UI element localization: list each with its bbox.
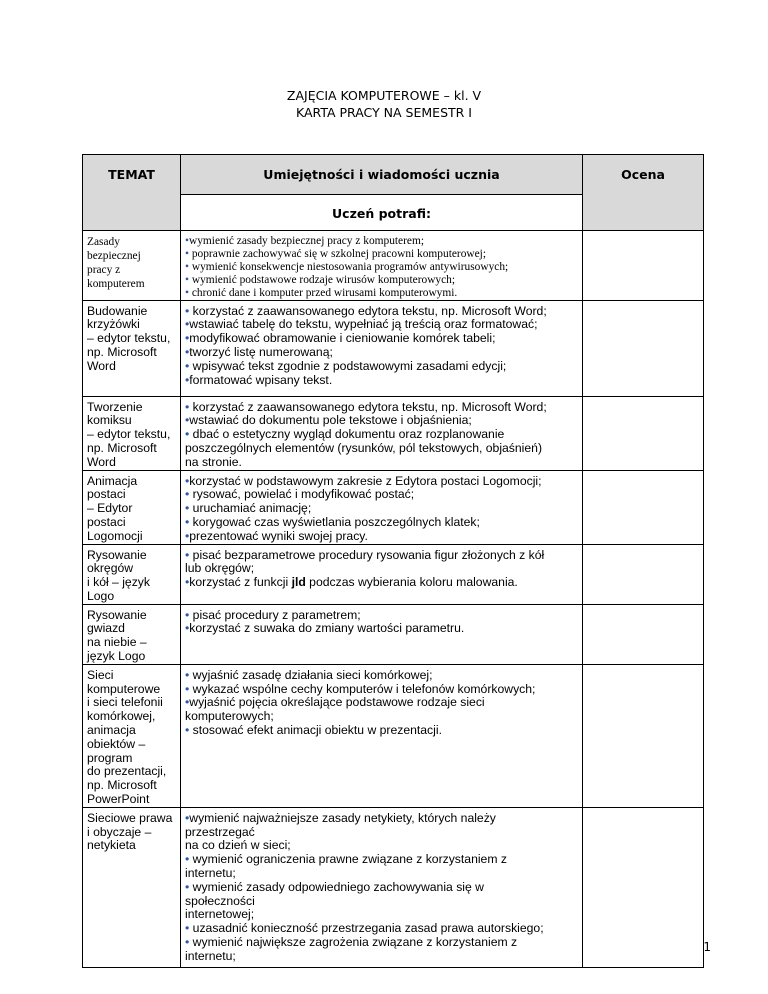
skill-text: wymienić konsekwencje niestosowania programów antywirusowych; (189, 260, 509, 273)
grade-cell[interactable] (583, 807, 704, 967)
bullet: • (185, 247, 189, 260)
skills-cell (181, 396, 583, 470)
skill-item (185, 360, 579, 374)
bullet: • (185, 667, 190, 682)
grade-cell[interactable] (583, 231, 704, 301)
topic-line: PowerPoint (87, 792, 150, 807)
skill-text: pisać procedury z parametrem; (189, 607, 361, 622)
topic-line: animacja (87, 723, 136, 738)
skill-text: wstawiać do dokumentu pole tekstowe i objaśnienia; (189, 413, 472, 428)
topic-line: np. Microsoft (87, 440, 157, 455)
grade-cell[interactable] (583, 300, 704, 396)
skill-text: wymienić najważniejsze zasady netykiety, których należy (189, 810, 496, 825)
topic-line: i kół – język (87, 575, 150, 590)
skill-text: wymienić największe zagrożenia związane z korzystaniem z (189, 935, 518, 950)
bullet: • (185, 607, 190, 622)
skill-item (185, 881, 579, 895)
skill-continuation (185, 950, 579, 964)
topic-line: obiektów – (87, 736, 146, 751)
skill-item (185, 696, 579, 710)
skill-item (185, 922, 579, 936)
bullet: • (185, 621, 190, 636)
topic-line: Logomocji (87, 528, 143, 543)
skill-text: dbać o estetyczny wygląd dokumentu oraz rozplanowanie (189, 427, 505, 442)
skill-continuation (185, 867, 579, 881)
skill-text: poprawnie zachowywać się w szkolnej pracowni komputerowej; (189, 247, 487, 260)
topic-cell (83, 604, 181, 664)
function-name: jld (291, 575, 306, 590)
bullet: • (185, 358, 190, 373)
topic-line: komiksu (87, 413, 132, 428)
skill-text: prezentować wyniki swojej pracy. (189, 528, 368, 543)
skill-text: korzystać w podstawowym zakresie z Edytora postaci Logomocji; (189, 473, 542, 488)
table-row (83, 664, 704, 807)
skill-text: internetu; (185, 948, 236, 963)
bullet: • (185, 921, 190, 936)
skill-text: korzystać z funkcji (189, 575, 292, 590)
grade-cell[interactable] (583, 664, 704, 807)
skill-item (185, 724, 579, 738)
topic-line: Word (87, 358, 116, 373)
skill-item (185, 274, 579, 287)
skill-text: wymienić zasady odpowiedniego zachowywania się w (189, 879, 484, 894)
bullet: • (185, 852, 190, 867)
skill-text: uruchamiać animację; (189, 501, 312, 516)
skill-text: formatować wpisany tekst. (189, 372, 333, 387)
skill-text: społeczności (185, 893, 255, 908)
page-number: 1 (703, 940, 711, 954)
bullet: • (185, 810, 190, 825)
bullet: • (185, 317, 190, 332)
skills-cell (181, 544, 583, 604)
topic-line: komórkowej, (87, 709, 156, 724)
skill-item (185, 414, 579, 428)
topic-line: Zasady (87, 236, 120, 248)
header-student-can: Uczeń potrafi: (181, 195, 583, 231)
skill-text: chronić dane i komputer przed wirusami komputerowymi. (189, 286, 458, 299)
skill-text: wyjaśnić pojęcia określające podstawowe rodzaje sieci (189, 695, 485, 710)
skill-text: wymienić ograniczenia prawne związane z korzystaniem z (189, 852, 507, 867)
topic-cell (83, 231, 181, 301)
skill-text: wymienić podstawowe rodzaje wirusów komputerowych; (189, 273, 456, 286)
skill-item (185, 475, 579, 489)
skill-continuation: na stronie. (185, 454, 242, 469)
bullet: • (185, 695, 190, 710)
skill-text: korzystać z zaawansowanego edytora tekstu, np. Microsoft Word; (189, 303, 547, 318)
skill-text: wykazać wspólne cechy komputerów i telefonów komórkowych; (189, 681, 536, 696)
skill-item (185, 812, 579, 826)
document-subtitle: KARTA PRACY NA SEMESTR I (296, 105, 472, 120)
bullet: • (185, 575, 190, 590)
bullet: • (185, 681, 190, 696)
skill-text: pisać bezparametrowe procedury rysowania figur złożonych z kół (189, 547, 545, 562)
skill-item (185, 683, 579, 697)
skill-item (185, 853, 579, 867)
topic-line: postaci (87, 514, 126, 529)
skill-continuation (185, 839, 579, 853)
header-topic: TEMAT (83, 155, 181, 231)
table-row (83, 396, 704, 470)
topic-line: Budowanie (87, 303, 148, 318)
skills-cell (181, 470, 583, 544)
table-row (83, 470, 704, 544)
topic-line: netykieta (87, 838, 136, 853)
topic-line: Sieciowe prawa (87, 810, 173, 825)
topic-line: – edytor tekstu, (87, 331, 171, 346)
skill-text: przestrzegać (185, 824, 255, 839)
skill-text: na co dzień w sieci; (185, 838, 291, 853)
bullet: • (185, 286, 189, 299)
grade-cell[interactable] (583, 604, 704, 664)
bullet: • (185, 372, 190, 387)
skill-item (185, 622, 579, 636)
document-title: ZAJĘCIA KOMPUTEROWE – kl. V (286, 88, 482, 103)
bullet: • (185, 514, 190, 529)
skills-cell (181, 231, 583, 301)
topic-line: i sieci telefonii (87, 695, 163, 710)
skill-item (185, 346, 579, 360)
skill-item (185, 669, 579, 683)
skill-item (185, 401, 579, 415)
skill-text: korzystać z suwaka do zmiany wartości parametru. (189, 621, 465, 636)
table-row (83, 300, 704, 396)
topic-cell (83, 300, 181, 396)
table-row (83, 231, 704, 301)
topic-line: postaci (87, 487, 126, 502)
topic-cell (83, 664, 181, 807)
skill-text: tworzyć listę numerowaną; (189, 344, 333, 359)
skill-item (185, 936, 579, 950)
topic-cell (83, 807, 181, 967)
topic-line: – Edytor (87, 501, 133, 516)
topic-line: – edytor tekstu, (87, 427, 171, 442)
skill-item (185, 530, 579, 544)
grade-cell[interactable] (583, 396, 704, 470)
skill-continuation: komputerowych; (185, 709, 274, 724)
skill-continuation (185, 908, 579, 922)
topic-line: np. Microsoft (87, 778, 157, 793)
skill-item (185, 374, 579, 388)
skill-item (185, 428, 579, 442)
skill-text: internetowej; (185, 907, 255, 922)
skill-item (185, 261, 579, 274)
skill-item (185, 287, 579, 300)
topic-line: program (87, 750, 133, 765)
table-row (83, 544, 704, 604)
skill-text: stosować efekt animacji obiektu w prezentacji. (189, 723, 442, 738)
skill-item (185, 332, 579, 346)
skill-item (185, 235, 579, 248)
skill-item (185, 549, 579, 563)
skills-cell (181, 604, 583, 664)
topic-line: komputerowe (87, 681, 161, 696)
bullet: • (185, 935, 190, 950)
bullet: • (185, 473, 190, 488)
skill-item (185, 516, 579, 530)
bullet: • (185, 879, 190, 894)
skill-text: rysować, powielać i modyfikować postać; (189, 487, 415, 502)
topic-line: Rysowanie (87, 547, 147, 562)
topic-line: do prezentacji, (87, 764, 167, 779)
skill-item (185, 576, 579, 590)
header-grade: Ocena (583, 155, 704, 231)
skill-text: modyfikować obramowanie i cieniowanie komórek tabeli; (189, 331, 496, 346)
topic-line: pracy z (87, 264, 121, 276)
topic-line: Tworzenie (87, 399, 143, 414)
bullet: • (185, 547, 190, 562)
skill-text: wyjaśnić zasadę działania sieci komórkowej; (189, 667, 433, 682)
bullet: • (185, 273, 189, 286)
skill-text: korzystać z zaawansowanego edytora tekstu, np. Microsoft Word; (189, 399, 547, 414)
topic-line: krzyżówki (87, 317, 140, 332)
header-skills: Umiejętności i wiadomości ucznia (181, 155, 583, 195)
skill-text: wymienić zasady bezpiecznej pracy z komputerem; (189, 235, 424, 247)
skill-text: podczas wybierania koloru malowania. (305, 575, 518, 590)
skill-text: internetu; (185, 866, 236, 881)
bullet: • (185, 413, 190, 428)
skill-continuation: poszczególnych elementów (rysunków, pól tekstowych, objaśnień) (185, 440, 543, 455)
skill-item (185, 248, 579, 261)
topic-cell (83, 470, 181, 544)
bullet: • (185, 723, 190, 738)
topic-line: okręgów (87, 561, 134, 576)
topic-line: Rysowanie (87, 607, 147, 622)
topic-line: bezpiecznej (87, 250, 141, 262)
skills-table (82, 154, 704, 968)
table-header-row (83, 155, 704, 195)
topic-cell (83, 544, 181, 604)
bullet: • (185, 331, 190, 346)
topic-line: Word (87, 454, 116, 469)
skill-text: wpisywać tekst zgodnie z podstawowymi zasadami edycji; (189, 358, 507, 373)
bullet: • (185, 427, 190, 442)
bullet: • (185, 487, 190, 502)
skill-item (185, 609, 579, 623)
topic-line: język Logo (87, 649, 146, 664)
table-row (83, 604, 704, 664)
skills-cell (181, 807, 583, 967)
table-row (83, 807, 704, 967)
bullet: • (185, 344, 190, 359)
bullet: • (185, 235, 189, 247)
bullet: • (185, 260, 189, 273)
topic-line: np. Microsoft (87, 344, 157, 359)
skill-continuation: lub okręgów; (185, 561, 255, 576)
grade-cell[interactable] (583, 470, 704, 544)
bullet: • (185, 528, 190, 543)
topic-line: na niebie – (87, 635, 147, 650)
skill-continuation (185, 895, 579, 909)
skill-item (185, 502, 579, 516)
topic-line: gwiazd (87, 621, 125, 636)
grade-cell[interactable] (583, 544, 704, 604)
topic-line: Animacja (87, 473, 138, 488)
skill-text: korygować czas wyświetlania poszczególnych klatek; (189, 514, 480, 529)
skill-item (185, 488, 579, 502)
topic-line: komputerem (87, 278, 145, 290)
topic-line: i obyczaje – (87, 824, 152, 839)
skill-item (185, 305, 579, 319)
bullet: • (185, 399, 190, 414)
skill-item (185, 318, 579, 332)
skill-text: wstawiać tabelę do tekstu, wypełniać ją treścią oraz formatować; (189, 317, 538, 332)
bullet: • (185, 501, 190, 516)
topic-line: Logo (87, 588, 115, 603)
skills-cell (181, 664, 583, 807)
bullet: • (185, 303, 190, 318)
topic-cell (83, 396, 181, 470)
topic-line: Sieci (87, 667, 114, 682)
skills-cell (181, 300, 583, 396)
skill-text: uzasadnić konieczność przestrzegania zasad prawa autorskiego; (189, 921, 544, 936)
skill-continuation (185, 826, 579, 840)
